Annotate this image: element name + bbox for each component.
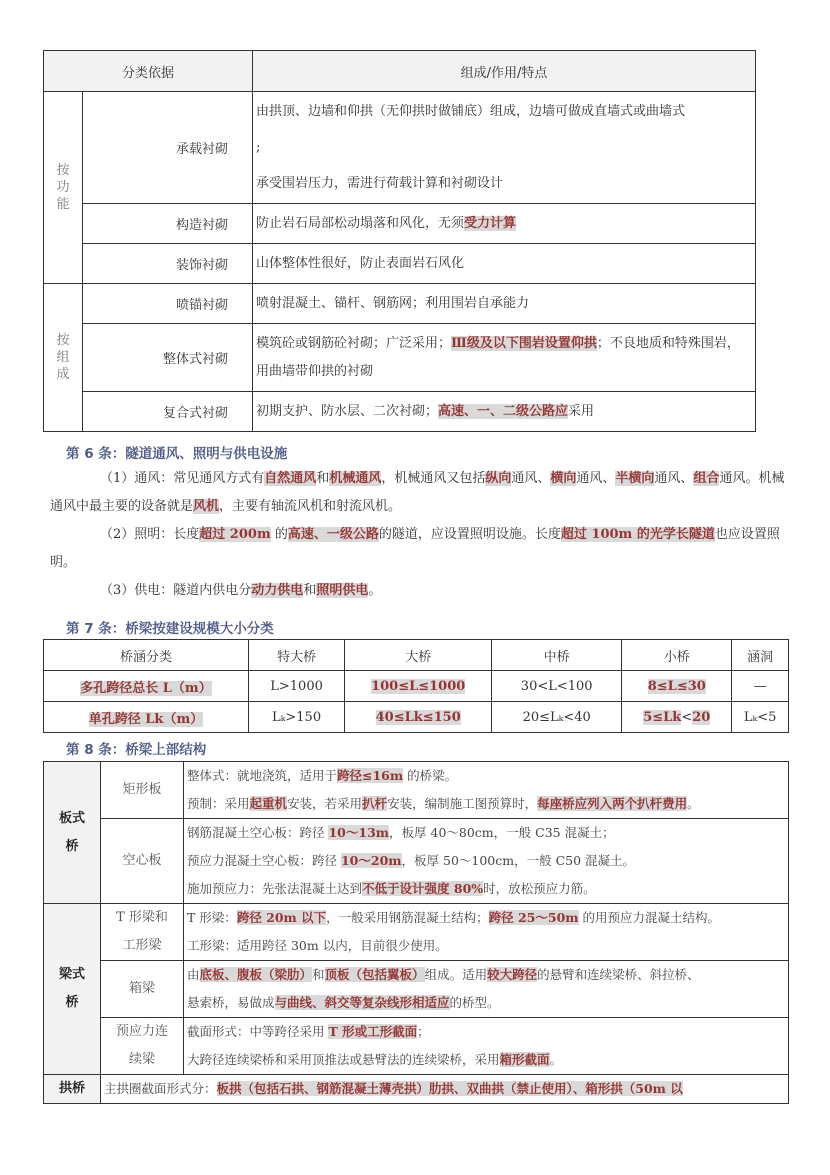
text-run: （3）供电：隧道内供电分 xyxy=(100,583,252,598)
text-run: 的悬臂和连续梁桥、斜拉桥、 xyxy=(537,967,700,982)
highlighted-text: 底板、腹板（梁肋） xyxy=(199,967,313,982)
bridge-subtype: 箱梁 xyxy=(101,961,184,1018)
text-run: 工形梁：适用跨径 30m 以内，目前很少使用。 xyxy=(187,938,448,953)
table-row xyxy=(44,762,789,819)
table-cell xyxy=(732,671,789,702)
highlighted-text: 40≤Lk≤150 xyxy=(375,709,461,725)
text-run: 模筑砼或钢筋砼衬砌；广泛采用； xyxy=(256,335,452,351)
text-run: 安装，若采用 xyxy=(287,796,363,811)
lining-description xyxy=(253,92,756,204)
bridge-subtype xyxy=(101,904,184,961)
text-run: 采用 xyxy=(568,403,595,419)
cell-line xyxy=(256,402,755,422)
lining-type: 整体式衬砌 xyxy=(83,324,253,392)
section-6-paragraph-3 xyxy=(50,577,785,605)
table-cell xyxy=(622,702,732,733)
table-row xyxy=(44,904,789,961)
section-8-heading: 第 8 条：桥梁上部结构 xyxy=(66,742,207,758)
text-run: 预制：采用 xyxy=(187,796,250,811)
cell-line xyxy=(256,214,755,234)
category-label-line: 梁式 xyxy=(58,967,85,982)
cell-line xyxy=(187,875,788,903)
cell-line xyxy=(104,1075,788,1103)
table-cell xyxy=(44,671,249,702)
cell-line xyxy=(187,847,788,875)
highlighted-text: 横向 xyxy=(550,471,577,486)
subtype-label-line: 工形梁 xyxy=(122,938,162,953)
highlighted-text: 受力计算 xyxy=(464,215,517,231)
highlighted-text: 半横向 xyxy=(615,471,655,486)
text-run: 。 xyxy=(687,796,700,811)
table-row xyxy=(44,702,789,733)
bridge-superstructure-table xyxy=(43,761,789,1104)
table-cell xyxy=(248,702,344,733)
text-run: ，板厚 40～80cm，一般 C35 混凝土； xyxy=(389,825,615,840)
text-run: 的桥型。 xyxy=(449,995,500,1010)
highlighted-text: 起重机 xyxy=(249,796,288,811)
lining-description xyxy=(253,204,756,244)
bridge-category xyxy=(44,762,101,904)
highlighted-text: 超过 200m xyxy=(199,527,271,542)
bridge-category: 拱桥 xyxy=(44,1075,101,1104)
lining-description xyxy=(253,244,756,284)
highlighted-text: T 形或工形截面 xyxy=(328,1024,418,1039)
cell-line xyxy=(256,254,755,274)
text-run: （1）通风：常见通风方式有 xyxy=(100,471,265,486)
table-row xyxy=(44,819,789,904)
bridge-subtype: 空心板 xyxy=(101,819,184,904)
text-run: 。 xyxy=(549,1052,563,1067)
text-run: 的用预应力混凝土结构。 xyxy=(578,910,721,925)
category-label-line: 板式 xyxy=(58,810,85,826)
lining-description xyxy=(253,392,756,432)
bridge-subtype xyxy=(101,1018,184,1075)
highlighted-text: 顶板（包括翼板） xyxy=(324,967,425,982)
text-run: Lₖ<5 xyxy=(743,709,777,725)
highlighted-text: 跨径 25～50m xyxy=(488,910,579,925)
text-run: 通风、 xyxy=(654,471,694,486)
table-cell xyxy=(492,702,622,733)
text-run: 主拱圈截面形式分： xyxy=(104,1081,217,1096)
text-run: 30<L<100 xyxy=(520,678,593,694)
cell-line xyxy=(187,961,788,989)
lining-description xyxy=(253,324,756,392)
cell-line xyxy=(187,989,788,1017)
highlighted-text: 扒杆 xyxy=(362,796,388,811)
text-run: 用曲墙带仰拱的衬砌 xyxy=(256,363,374,379)
bridge-description xyxy=(184,904,789,961)
lining-type: 构造衬砌 xyxy=(83,204,253,244)
lining-type: 喷锚衬砌 xyxy=(83,284,253,324)
bridge-subtype: 矩形板 xyxy=(101,762,184,819)
cell-line xyxy=(187,1018,788,1046)
table-cell xyxy=(345,671,492,702)
bridge-description xyxy=(184,1018,789,1075)
highlighted-text: 跨径 20m 以下 xyxy=(236,910,327,925)
text-run: L>1000 xyxy=(270,678,323,694)
highlighted-text: 与曲线、斜交等复杂线形相适应 xyxy=(274,995,450,1010)
text-run: 通风。机械通风中最主要的设备就是 xyxy=(50,471,785,514)
text-run: （2）照明：长度 xyxy=(100,527,200,542)
text-run: 截面形式：中等跨径采用 xyxy=(187,1024,329,1039)
text-run: 。 xyxy=(368,583,382,598)
table-row xyxy=(44,284,756,324)
text-run: 山体整体性很好，防止表面岩石风化 xyxy=(256,255,465,271)
highlighted-text: 跨径≤16m xyxy=(337,768,404,783)
highlighted-text: 纵向 xyxy=(485,471,512,486)
highlighted-text: Ⅲ级及以下围岩设置仰拱 xyxy=(451,335,597,351)
text-run: 安装，编制施工图预算时， xyxy=(387,796,538,811)
highlighted-text: 20 xyxy=(692,709,711,725)
highlighted-text: 多孔跨径总长 L（m） xyxy=(80,680,212,696)
highlighted-text: 不低于设计强度 80% xyxy=(362,881,484,896)
highlighted-text: 自然通风 xyxy=(264,471,317,486)
highlighted-text: 板拱（包括石拱、钢筋混凝土薄壳拱）肋拱、双曲拱（禁止使用）、箱形拱（50m 以 xyxy=(216,1081,683,1096)
text-run: 喷射混凝土、锚杆、钢筋网；利用围岩自承能力 xyxy=(256,295,530,311)
text-run: ，一般采用钢筋混凝土结构； xyxy=(326,910,489,925)
group-label: 按 功 能 xyxy=(44,92,83,284)
text-run: — xyxy=(753,678,767,694)
text-run: 钢筋混凝土空心板：跨径 xyxy=(187,825,329,840)
highlighted-text: 照明供电 xyxy=(316,583,369,598)
column-header: 小桥 xyxy=(622,640,732,671)
lining-type: 复合式衬砌 xyxy=(83,392,253,432)
cell-line xyxy=(256,94,755,130)
lining-classification-table xyxy=(43,50,756,432)
text-run: 时，放松预应力筋。 xyxy=(483,881,596,896)
highlighted-text: 10～13m xyxy=(328,825,390,840)
text-run: ； xyxy=(417,1024,430,1039)
text-run: 通风、 xyxy=(511,471,551,486)
column-header: 特大桥 xyxy=(248,640,344,671)
text-run: 初期支护、防水层、二次衬砌； xyxy=(256,403,439,419)
table-cell xyxy=(44,702,249,733)
cell-line xyxy=(187,762,788,790)
highlighted-text: 单孔跨径 Lk（m） xyxy=(88,711,204,727)
text-run: 的 xyxy=(270,527,288,542)
column-header: 涵洞 xyxy=(732,640,789,671)
text-run: 的桥梁。 xyxy=(403,768,458,783)
cell-line xyxy=(256,294,755,314)
section-7-heading: 第 7 条：桥梁按建设规模大小分类 xyxy=(66,621,274,637)
table-row xyxy=(44,1018,789,1075)
text-run: 防止岩石局部松动塌落和风化，无须 xyxy=(256,215,465,231)
table-row xyxy=(44,392,756,432)
lining-type: 承载衬砌 xyxy=(83,92,253,204)
cell-line xyxy=(187,932,788,960)
cell-line xyxy=(256,358,755,386)
text-run: 也应设置照明。 xyxy=(50,527,780,570)
cell-line xyxy=(187,790,788,818)
table-row xyxy=(44,961,789,1018)
group-label: 按 组 成 xyxy=(44,284,83,432)
text-run: ，机械通风又包括 xyxy=(381,471,486,486)
cell-line xyxy=(256,166,755,202)
highlighted-text: 箱形截面 xyxy=(499,1052,550,1067)
subtype-label-line: 预应力连 xyxy=(115,1024,168,1039)
text-run: 悬索桥，易做成 xyxy=(187,995,275,1010)
text-run: < xyxy=(681,709,693,725)
highlighted-text: 机械通风 xyxy=(329,471,382,486)
bridge-category xyxy=(44,904,101,1075)
bridge-description xyxy=(101,1075,789,1104)
highlighted-text: 高速、一、二级公路应 xyxy=(438,403,569,419)
cell-line xyxy=(256,130,755,166)
subtype-label-line: T 形梁和 xyxy=(116,910,168,925)
text-run: 预应力混凝土空心板：跨径 xyxy=(187,853,341,868)
category-label-line: 桥 xyxy=(65,995,79,1010)
text-run: 和 xyxy=(312,967,325,982)
lining-description xyxy=(253,284,756,324)
table-row xyxy=(44,324,756,392)
highlighted-text: 5≤Lk xyxy=(643,709,682,725)
text-run: 和 xyxy=(316,471,330,486)
text-run: 大跨径连续梁桥和采用顶推法或悬臂法的连续梁桥，采用 xyxy=(187,1052,500,1067)
text-run: 20≤Lₖ<40 xyxy=(522,709,591,725)
section-6-heading: 第 6 条：隧道通风、照明与供电设施 xyxy=(66,446,288,462)
subtype-label-line: 续梁 xyxy=(128,1052,155,1067)
table-row xyxy=(44,244,756,284)
text-run: 的隧道，应设置照明设施。长度 xyxy=(378,527,561,542)
table-cell xyxy=(732,702,789,733)
bridge-description xyxy=(184,961,789,1018)
column-header: 大桥 xyxy=(345,640,492,671)
bridge-scale-table xyxy=(43,639,789,733)
table-row xyxy=(44,204,756,244)
text-run: T 形梁： xyxy=(187,910,237,925)
text-run: ; xyxy=(256,139,261,155)
bridge-description xyxy=(184,819,789,904)
text-run: 组成。适用 xyxy=(424,967,488,982)
text-run: Lₖ>150 xyxy=(272,709,322,725)
section-6-paragraph-2 xyxy=(50,521,785,577)
text-run: 和 xyxy=(303,583,317,598)
table-cell xyxy=(248,671,344,702)
table-cell xyxy=(492,671,622,702)
category-label-line: 桥 xyxy=(65,838,79,854)
table-row xyxy=(44,92,756,204)
highlighted-text: 100≤L≤1000 xyxy=(371,678,466,694)
text-run: ，板厚 50～100cm，一般 C50 混凝土。 xyxy=(401,853,636,868)
highlighted-text: 10～20m xyxy=(340,853,402,868)
highlighted-text: 每座桥应列入两个扒杆费用 xyxy=(537,796,688,811)
text-run: 施加预应力：先张法混凝土达到 xyxy=(187,881,363,896)
highlighted-text: 风机 xyxy=(193,499,220,514)
table-row xyxy=(44,671,789,702)
text-run: ，主要有轴流风机和射流风机。 xyxy=(219,499,402,514)
header-classification-basis: 分类依据 xyxy=(44,51,253,92)
highlighted-text: 超过 100m 的光学长隧道 xyxy=(560,527,715,542)
cell-line xyxy=(187,904,788,932)
text-run: 整体式：就地浇筑，适用于 xyxy=(187,768,338,783)
table-cell xyxy=(622,671,732,702)
text-run: 承受围岩压力，需进行荷载计算和衬砌设计 xyxy=(256,175,504,191)
lining-type: 装饰衬砌 xyxy=(83,244,253,284)
text-run: 由 xyxy=(187,967,200,982)
text-run: ；不良地质和特殊围岩， xyxy=(596,335,740,351)
section-6-paragraph-1 xyxy=(50,465,785,521)
highlighted-text: 动力供电 xyxy=(251,583,304,598)
cell-line xyxy=(187,1046,788,1074)
cell-line xyxy=(187,819,788,847)
table-row xyxy=(44,1075,789,1104)
column-header: 中桥 xyxy=(492,640,622,671)
table-cell xyxy=(345,702,492,733)
text-run: 由拱顶、边墙和仰拱（无仰拱时做铺底）组成，边墙可做成直墙式或曲墙式 xyxy=(256,103,686,119)
header-composition: 组成/作用/特点 xyxy=(253,51,756,92)
cell-line xyxy=(256,330,755,358)
highlighted-text: 高速、一级公路 xyxy=(287,527,379,542)
highlighted-text: 组合 xyxy=(693,471,720,486)
column-header: 桥涵分类 xyxy=(44,640,249,671)
bridge-description xyxy=(184,762,789,819)
highlighted-text: 8≤L≤30 xyxy=(647,678,706,694)
highlighted-text: 较大跨径 xyxy=(487,967,538,982)
text-run: 通风、 xyxy=(576,471,616,486)
